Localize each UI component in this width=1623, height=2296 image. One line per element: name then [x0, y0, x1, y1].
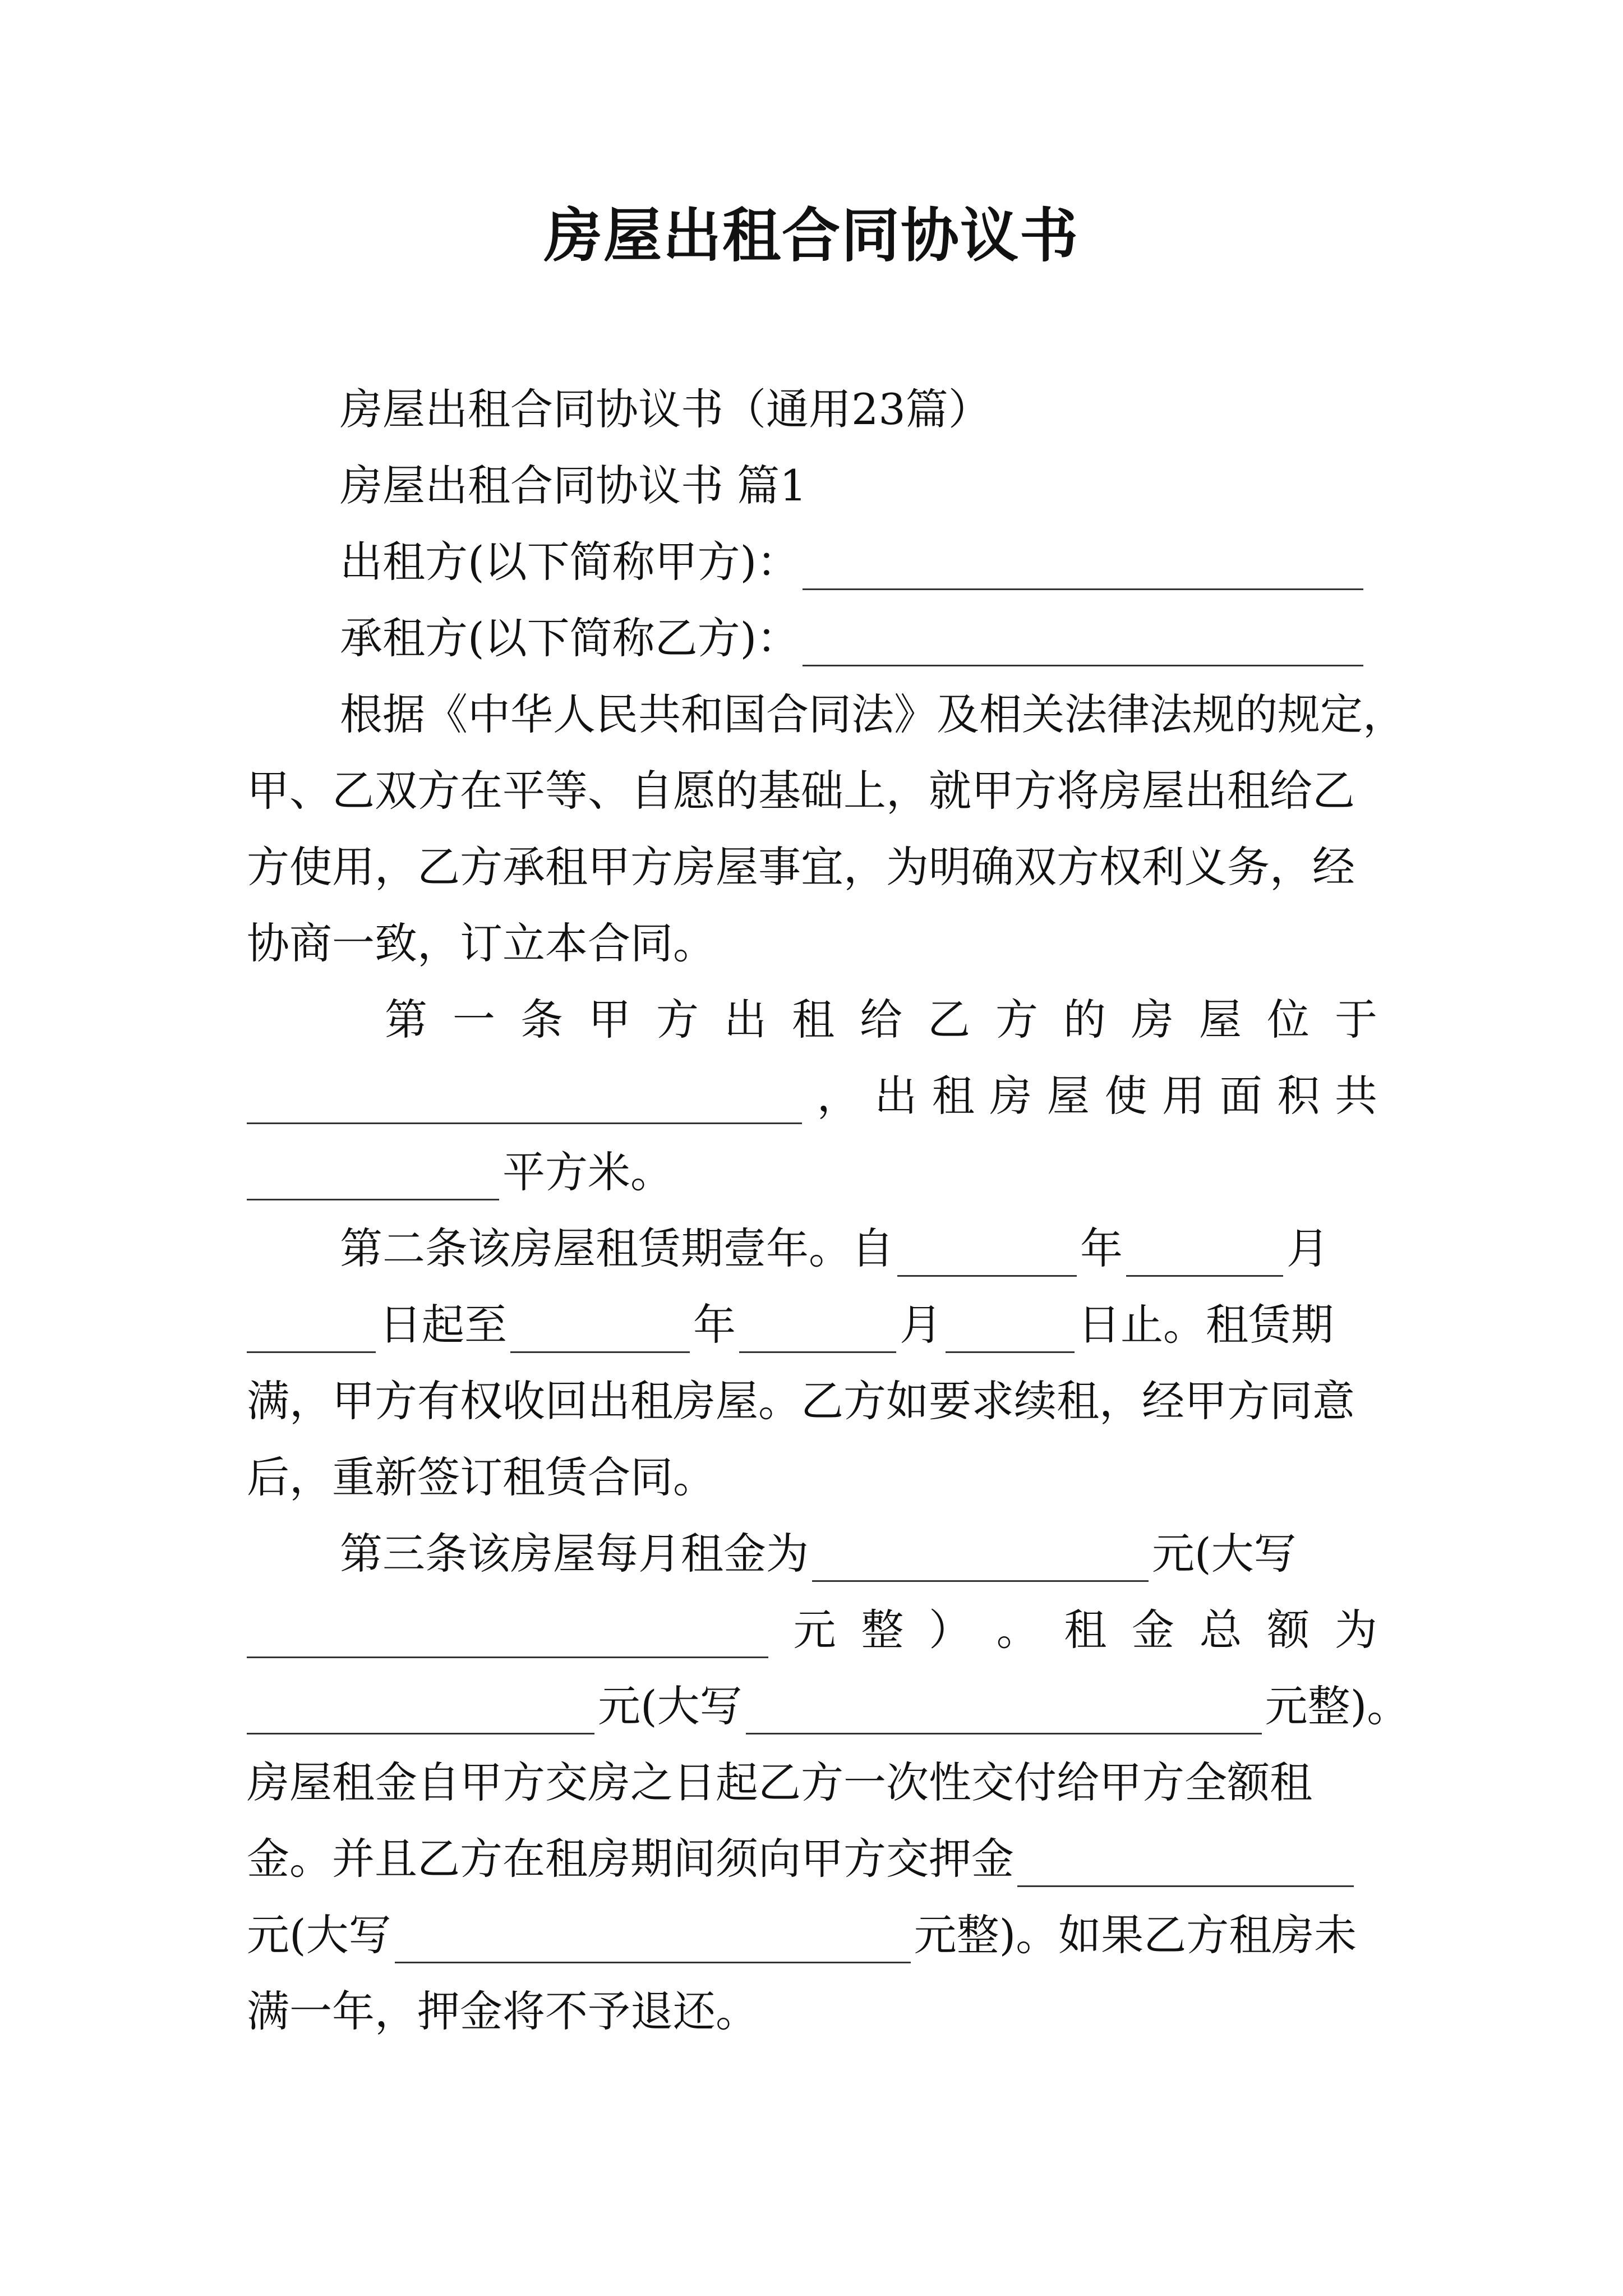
day-from-label: 日起至 [379, 1300, 507, 1350]
article1-char: ， [817, 1071, 860, 1121]
article3-char: 为 [1334, 1605, 1377, 1655]
article1-char: 租 [932, 1071, 975, 1121]
document-title: 房屋出租合同协议书 [543, 201, 1079, 270]
article3-line5 [247, 1831, 1377, 1887]
month-label: 月 [1287, 1223, 1329, 1273]
article1-char: 面 [1219, 1071, 1262, 1121]
article1-line2 [247, 1068, 1377, 1124]
start-year-blank [897, 1230, 1077, 1277]
article3-char: 租 [1064, 1605, 1107, 1655]
article1-char: 租 [792, 995, 834, 1045]
monthly-rent-blank [812, 1535, 1149, 1582]
article1-char: 出 [724, 995, 767, 1045]
article1-char: 一 [453, 995, 495, 1045]
lessor-line [247, 534, 1377, 590]
article2-text: 第二条该房屋租赁期壹年。自 [340, 1223, 894, 1273]
article1-char: 房 [1131, 995, 1174, 1045]
article1-char: 的 [1063, 995, 1106, 1045]
end-year-blank [510, 1306, 690, 1353]
article1-char: 出 [874, 1071, 917, 1121]
article3-text: 元整)。 [1265, 1681, 1410, 1731]
end-day-blank [946, 1306, 1075, 1353]
lessee-line [247, 610, 1377, 666]
monthly-rent-words-blank [247, 1612, 768, 1658]
intro-line-4: 协商一致，订立本合同。 [247, 918, 716, 968]
article1-line3 [247, 1144, 1377, 1200]
article3-text: 元(大写 [1152, 1529, 1297, 1579]
day-end-label: 日止。租赁期 [1078, 1300, 1334, 1350]
article3-char: 整 [861, 1605, 904, 1655]
article3-line7: 满一年，押金将不予退还。 [247, 1986, 758, 2036]
article1-char: 房 [989, 1071, 1032, 1121]
deposit-blank [1017, 1841, 1354, 1887]
article2-line4: 后，重新签订租赁合同。 [247, 1452, 716, 1502]
lessee-label: 承租方(以下简称乙方)： [340, 613, 800, 663]
article1-char: 给 [860, 995, 902, 1045]
intro-line-2: 甲、乙双方在平等、自愿的基础上，就甲方将房屋出租给乙 [247, 766, 1355, 816]
article1-char: 共 [1334, 1071, 1377, 1121]
article3-line4: 房屋租金自甲方交房之日起乙方一次性交付给甲方全额租 [247, 1757, 1312, 1807]
article1-line1 [247, 992, 1377, 1048]
total-rent-blank [247, 1688, 594, 1734]
deposit-words-blank [395, 1917, 911, 1963]
article1-char: 方 [995, 995, 1038, 1045]
article3-line1 [247, 1526, 1377, 1582]
year-label: 年 [693, 1300, 736, 1350]
article1-char: 位 [1267, 995, 1310, 1045]
article3-line3 [247, 1678, 1410, 1734]
article3-char: 总 [1199, 1605, 1242, 1655]
article1-char: 屋 [1046, 1071, 1090, 1121]
article3-text: 元(大写 [247, 1910, 391, 1960]
intro-line-3: 方使用，乙方承租甲方房屋事宜，为明确双方权利义务，经 [247, 842, 1355, 892]
location-blank [247, 1078, 802, 1124]
article3-char: ） [928, 1605, 971, 1655]
start-day-blank [247, 1306, 376, 1353]
article1-char: 条 [520, 995, 563, 1045]
article3-text: 元(大写 [598, 1681, 743, 1731]
article1-char: 屋 [1199, 995, 1242, 1045]
article1-char: 于 [1335, 995, 1377, 1045]
article3-char: 。 [996, 1605, 1039, 1655]
lessor-blank [803, 544, 1363, 590]
end-month-blank [739, 1306, 896, 1353]
total-rent-words-blank [746, 1688, 1262, 1734]
article1-char: 第 [385, 995, 427, 1045]
article1-char: 方 [656, 995, 699, 1045]
year-label: 年 [1080, 1223, 1123, 1273]
article2-line1 [247, 1221, 1377, 1277]
article2-line3: 满，甲方有权收回出租房屋。乙方如要求续租，经甲方同意 [247, 1376, 1355, 1426]
article3-line6 [247, 1907, 1377, 1963]
article1-char: 用 [1162, 1071, 1205, 1121]
article1-char: 积 [1277, 1071, 1320, 1121]
article3-text: 元整)。如果乙方租房未 [914, 1910, 1357, 1960]
article3-char: 额 [1267, 1605, 1310, 1655]
intro-line-1: 根据《中华人民共和国合同法》及相关法律法规的规定， [340, 689, 1405, 739]
article3-char: 金 [1131, 1605, 1174, 1655]
article1-char: 甲 [588, 995, 631, 1045]
article2-line2 [247, 1297, 1377, 1353]
article1-char: 使 [1104, 1071, 1147, 1121]
lessor-label: 出租方(以下简称甲方)： [340, 537, 800, 587]
area-blank [247, 1154, 499, 1200]
subtitle: 房屋出租合同协议书（通用23篇） [340, 384, 991, 434]
month-label: 月 [900, 1300, 942, 1350]
article1-char: 乙 [928, 995, 970, 1045]
section-heading: 房屋出租合同协议书 篇1 [340, 461, 807, 510]
article3-char: 元 [793, 1605, 836, 1655]
lessee-blank [803, 620, 1363, 666]
article3-line2 [247, 1602, 1377, 1658]
area-unit: 平方米。 [502, 1147, 673, 1197]
start-month-blank [1126, 1230, 1283, 1277]
article3-text: 第三条该房屋每月租金为 [340, 1529, 809, 1579]
article3-text: 金。并且乙方在租房期间须向甲方交押金 [247, 1834, 1014, 1884]
